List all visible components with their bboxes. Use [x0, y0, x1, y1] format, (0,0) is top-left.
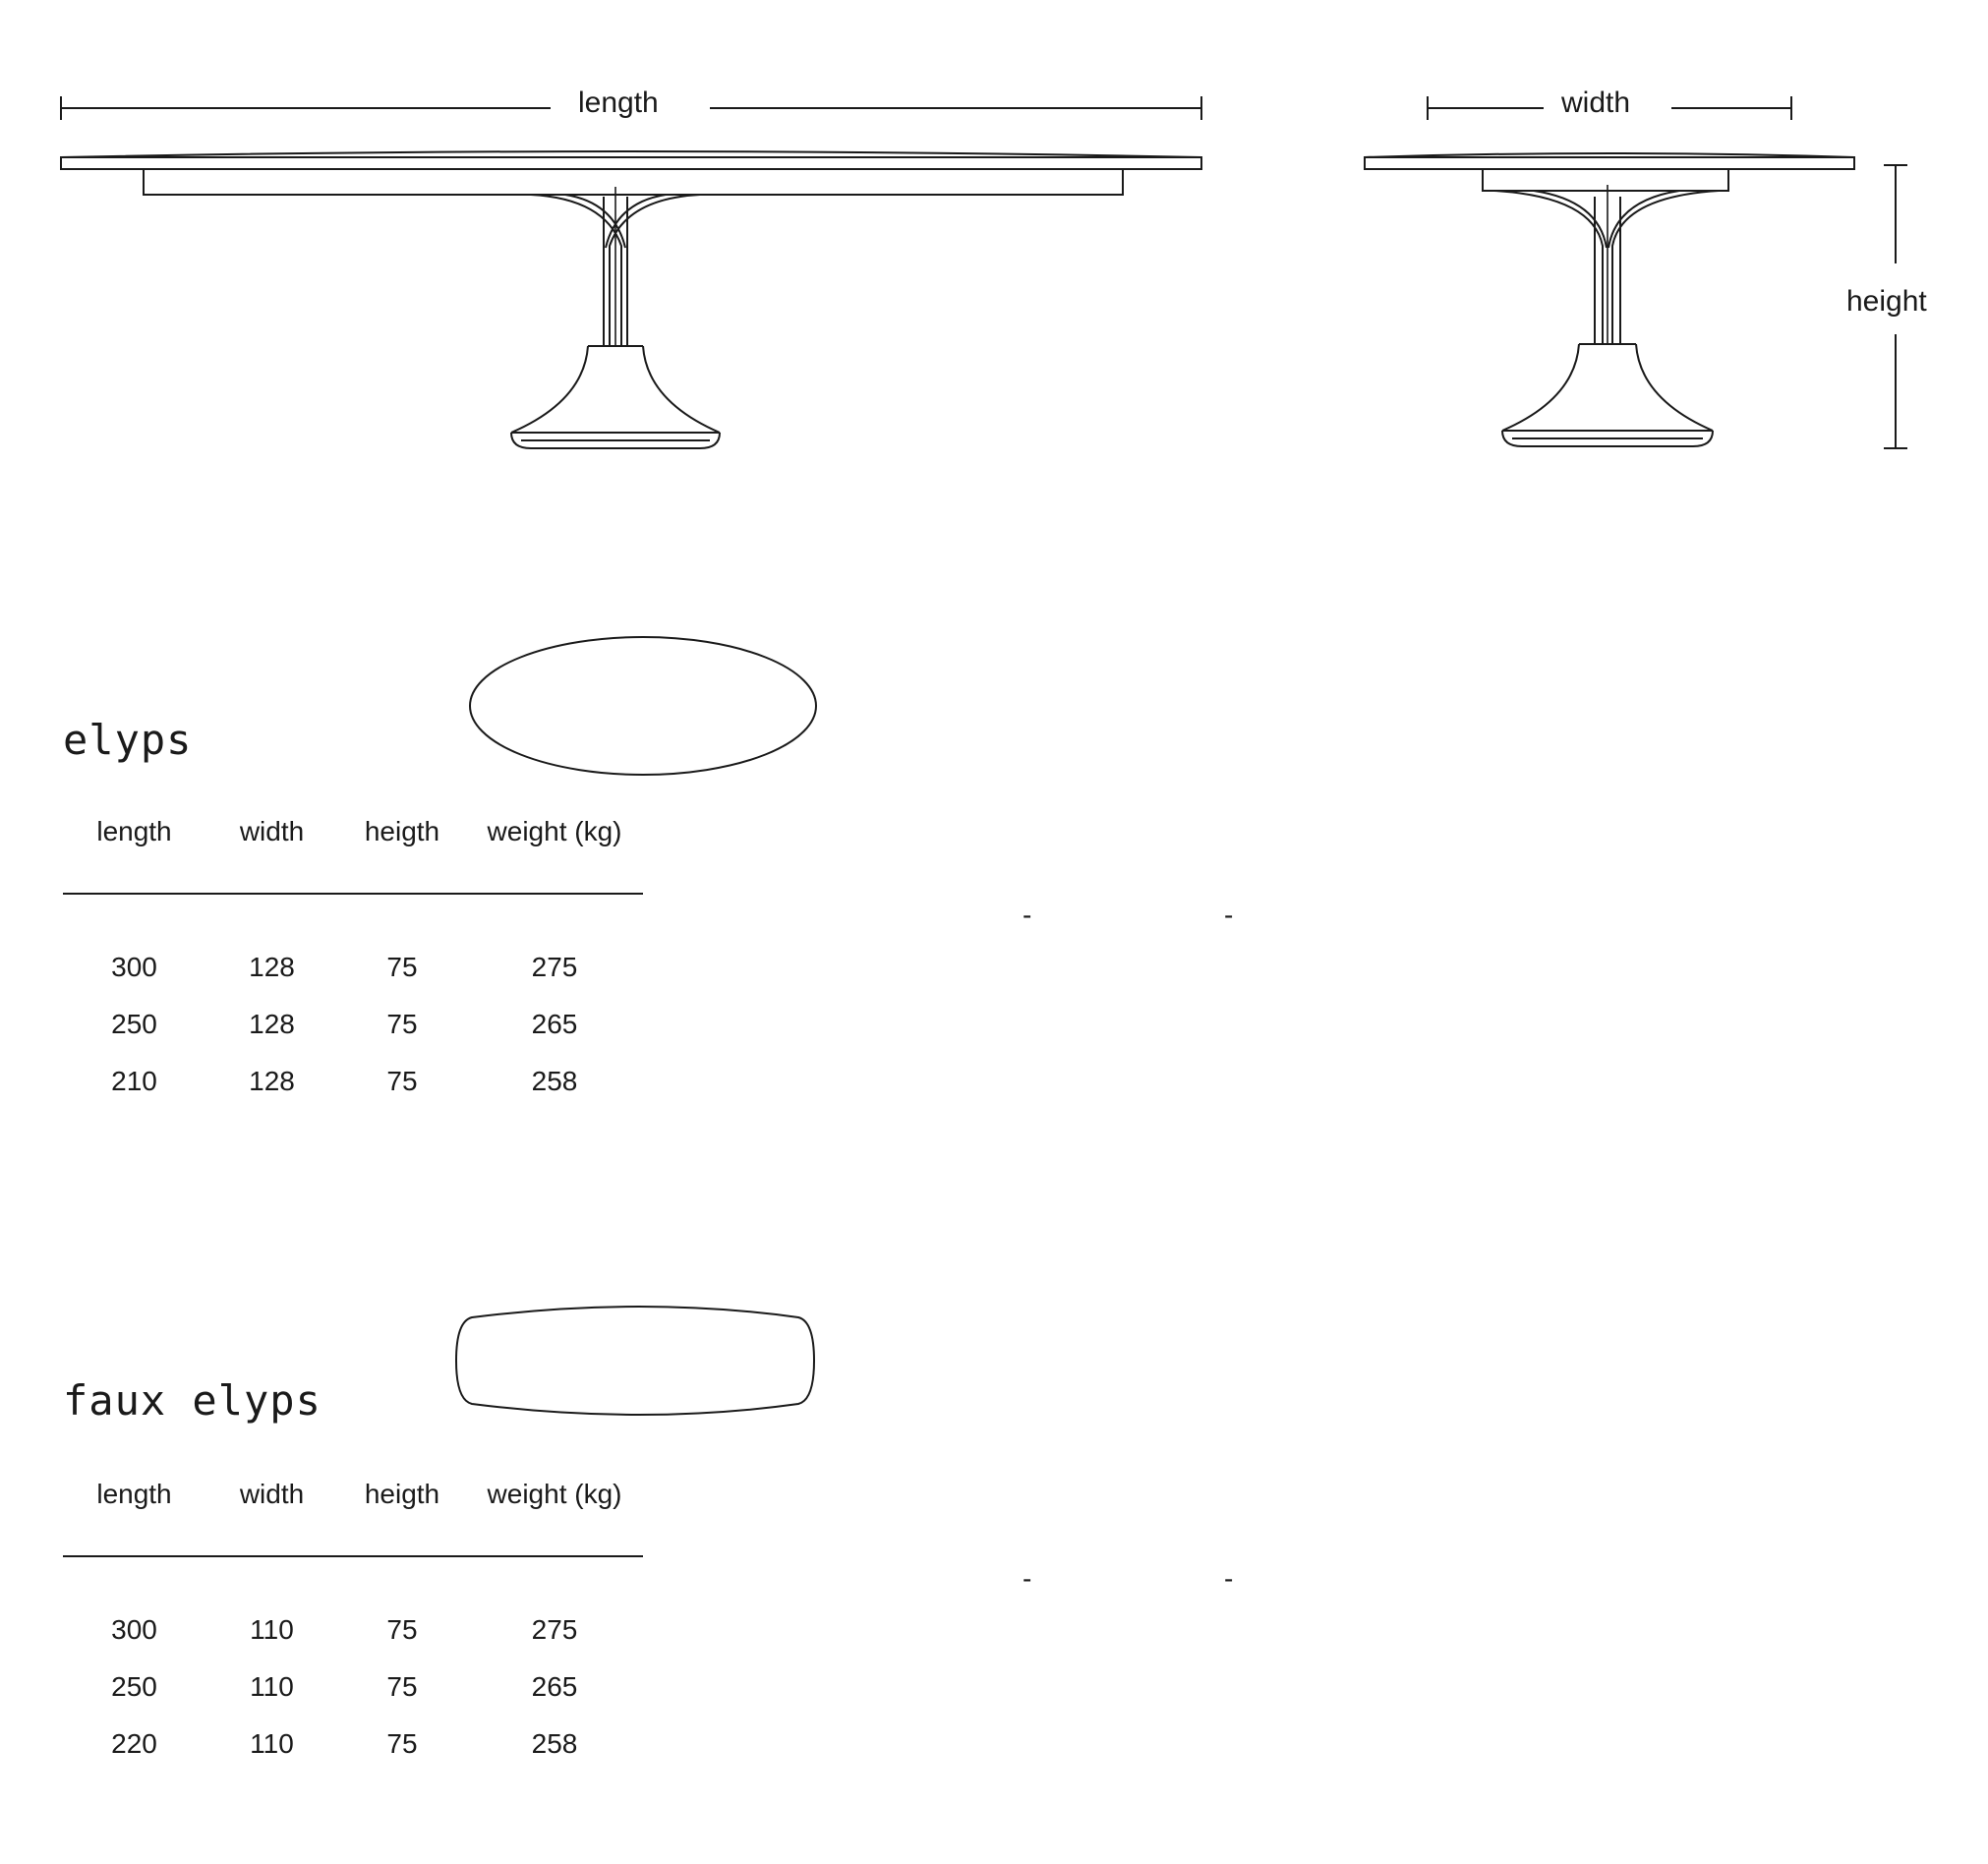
section-title-faux-elyps: faux elyps [63, 1376, 322, 1425]
stray-dash: - [1023, 900, 1032, 930]
cell-heigth: 75 [386, 1671, 418, 1702]
column-header-width: width [239, 816, 305, 846]
cell-length: 210 [111, 1066, 157, 1096]
height-dimension-label: height [1846, 285, 1927, 318]
length-dimension-label: length [578, 87, 659, 119]
width-dimension-label: width [1561, 87, 1631, 119]
column-header-weight: weight (kg) [487, 816, 622, 846]
cell-heigth: 75 [386, 1009, 418, 1039]
column-header-heigth: heigth [364, 1479, 440, 1509]
cell-width: 110 [250, 1671, 294, 1702]
table-header-row [63, 1479, 643, 1556]
cell-length: 250 [111, 1009, 157, 1039]
cell-width: 128 [249, 952, 295, 982]
cell-length: 220 [111, 1728, 157, 1759]
column-header-weight: weight (kg) [487, 1479, 622, 1509]
table-row [63, 894, 643, 996]
cell-width: 128 [249, 1009, 295, 1039]
cell-length: 300 [111, 952, 157, 982]
cell-weight: 265 [531, 1671, 578, 1702]
table-row [63, 1659, 643, 1716]
table-front-elevation [1365, 153, 1854, 446]
cell-width: 128 [249, 1066, 295, 1096]
cell-length: 300 [111, 1614, 157, 1645]
elyps-plan-shape [470, 637, 816, 775]
cell-width: 110 [250, 1728, 294, 1759]
faux-elyps-plan-shape [456, 1307, 814, 1415]
cell-heigth: 75 [386, 1066, 418, 1096]
table-row [63, 1716, 643, 1773]
table-row [63, 1053, 643, 1110]
spec-table-elyps [63, 816, 643, 1110]
column-header-length: length [96, 1479, 172, 1509]
table-row [63, 1556, 643, 1659]
cell-weight: 275 [531, 952, 578, 982]
section-title-elyps: elyps [63, 716, 193, 764]
column-header-heigth: heigth [364, 816, 440, 846]
stray-dash: - [1023, 1563, 1032, 1594]
cell-length: 250 [111, 1671, 157, 1702]
cell-weight: 275 [531, 1614, 578, 1645]
table-row [63, 996, 643, 1053]
cell-width: 110 [250, 1614, 294, 1645]
stray-dash: - [1224, 900, 1234, 930]
table-side-elevation [61, 151, 1201, 448]
cell-heigth: 75 [386, 952, 418, 982]
cell-heigth: 75 [386, 1614, 418, 1645]
cell-heigth: 75 [386, 1728, 418, 1759]
spec-table-faux-elyps [63, 1479, 643, 1773]
table-header-row [63, 816, 643, 894]
column-header-width: width [239, 1479, 305, 1509]
stray-dash: - [1224, 1563, 1234, 1594]
cell-weight: 258 [531, 1728, 578, 1759]
column-header-length: length [96, 816, 172, 846]
cell-weight: 265 [531, 1009, 578, 1039]
cell-weight: 258 [531, 1066, 578, 1096]
